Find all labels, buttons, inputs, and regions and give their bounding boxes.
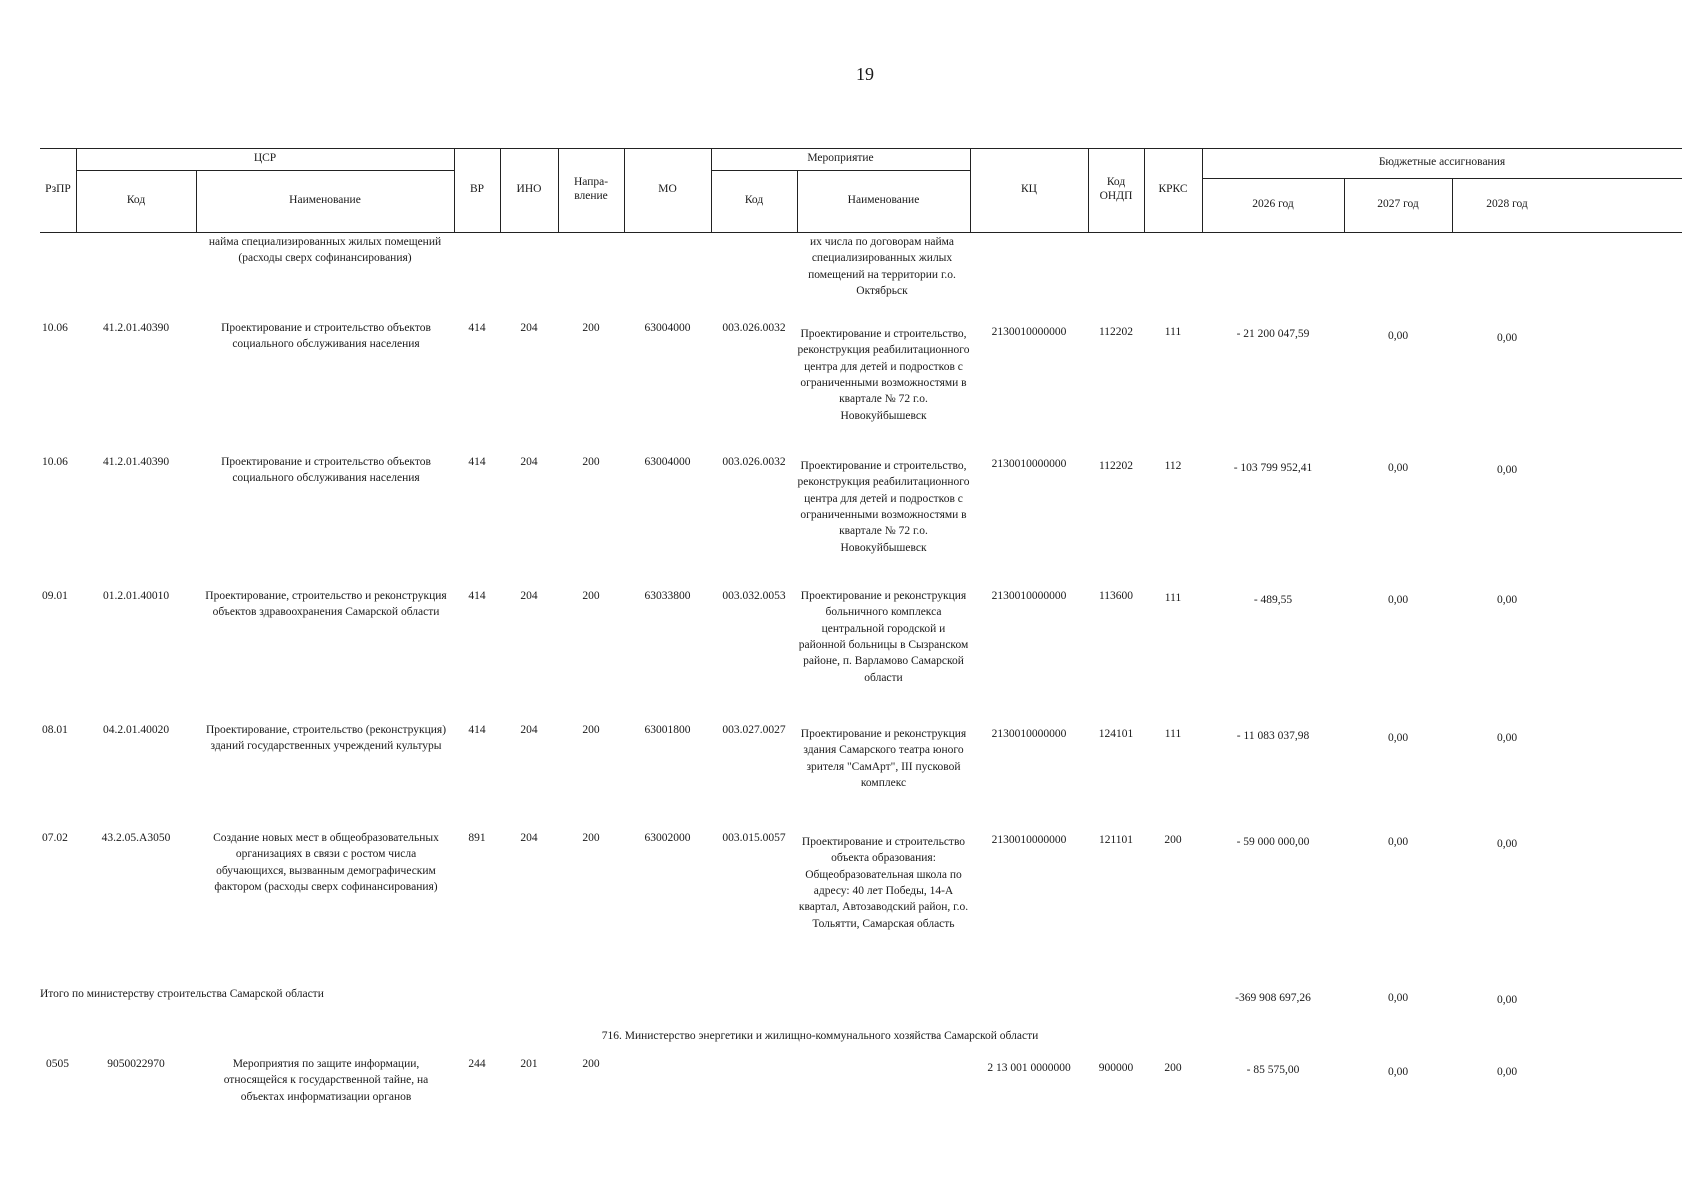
- section-title: 716. Министерство энергетики и жилищно-коммунального хозяйства Самарской области: [601, 1030, 1039, 1042]
- mo-cell: 63033800: [644, 590, 691, 602]
- amount-2027-cell: 0,00: [1387, 594, 1409, 606]
- vr-cell: 414: [468, 322, 486, 334]
- header-2027: 2027 год: [1377, 198, 1419, 211]
- direction-cell: 200: [582, 322, 600, 334]
- vr-cell: 244: [468, 1058, 486, 1070]
- amount-2028-cell: 0,00: [1496, 1066, 1518, 1078]
- kc-cell: 2130010000000: [991, 728, 1067, 740]
- csr-name-cell: Мероприятия по защите информации, относящейся к государственной тайне, на объектах информатизации органов: [223, 1058, 429, 1103]
- amount-2027-cell: 0,00: [1387, 330, 1409, 342]
- header-csr: ЦСР: [253, 152, 277, 165]
- header-event-code: Код: [744, 194, 764, 207]
- header-csr-code: Код: [126, 194, 146, 207]
- krks-cell: 111: [1164, 592, 1182, 604]
- krks-cell: 112: [1164, 460, 1182, 472]
- total-2028: 0,00: [1496, 994, 1518, 1006]
- mo-cell: 63002000: [644, 832, 691, 844]
- vr-cell: 414: [468, 724, 486, 736]
- event-name-cell: Проектирование и реконструкция больничного комплекса центральной городской и районной больницы в Сызранском районе, п. Варламово Самарской области: [798, 590, 969, 684]
- krks-cell: 200: [1164, 834, 1182, 846]
- kc-cell: 2130010000000: [991, 458, 1067, 470]
- amount-2026-cell: - 59 000 000,00: [1236, 836, 1310, 848]
- csr-code-cell: 43.2.05.А3050: [101, 832, 171, 844]
- event-code-cell: 003.027.0027: [722, 724, 786, 736]
- rzpr-cell: 09.01: [42, 590, 68, 602]
- header-kc: КЦ: [1021, 183, 1037, 196]
- rzpr-cell: 10.06: [42, 322, 68, 334]
- header-budget: Бюджетные ассигнования: [1378, 156, 1506, 169]
- krks-cell: 111: [1164, 728, 1182, 740]
- amount-2026-cell: - 85 575,00: [1246, 1064, 1300, 1076]
- amount-2027-cell: 0,00: [1387, 732, 1409, 744]
- amount-2028-cell: 0,00: [1496, 838, 1518, 850]
- amount-2028-cell: 0,00: [1496, 332, 1518, 344]
- direction-cell: 200: [582, 832, 600, 844]
- csr-name-cell: Проектирование, строительство и реконструкция объектов здравоохранения Самарской области: [205, 590, 447, 619]
- header-2026: 2026 год: [1252, 198, 1294, 211]
- kc-cell: 2130010000000: [991, 326, 1067, 338]
- event-name-cell: Проектирование и строительство, реконструкция реабилитационного центра для детей и подростков с ограниченными возможностями в квартале № 72 г.о. Новокуйбышевск: [797, 460, 970, 554]
- rzpr-cell: 0505: [46, 1058, 69, 1070]
- mo-cell: 63004000: [644, 456, 691, 468]
- amount-2026-cell: - 489,55: [1253, 594, 1293, 606]
- event-code-cell: 003.026.0032: [722, 456, 786, 468]
- header-mo: МО: [658, 183, 677, 196]
- ino-cell: 204: [520, 456, 538, 468]
- total-2027: 0,00: [1387, 992, 1409, 1004]
- amount-2026-cell: - 103 799 952,41: [1233, 462, 1313, 474]
- amount-2027-cell: 0,00: [1387, 462, 1409, 474]
- ondp-cell: 113600: [1098, 590, 1134, 602]
- mo-cell: 63004000: [644, 322, 691, 334]
- header-ondp: Код ОНДП: [1099, 176, 1133, 202]
- event-name-cell: Проектирование и строительство, реконструкция реабилитационного центра для детей и подростков с ограниченными возможностями в квартале № 72 г.о. Новокуйбышевск: [797, 328, 970, 422]
- kc-cell: 2130010000000: [991, 834, 1067, 846]
- direction-cell: 200: [582, 1058, 600, 1070]
- csr-name-cell: Проектирование, строительство (реконструкция) зданий государственных учреждений культуры: [205, 724, 447, 753]
- ondp-cell: 124101: [1098, 728, 1134, 740]
- csr-code-cell: 01.2.01.40010: [102, 590, 170, 602]
- event-code-cell: 003.032.0053: [722, 590, 786, 602]
- event-code-cell: 003.015.0057: [722, 832, 786, 844]
- csr-code-cell: 41.2.01.40390: [102, 322, 170, 334]
- vr-cell: 414: [468, 590, 486, 602]
- csr-code-cell: 41.2.01.40390: [102, 456, 170, 468]
- header-event-name: Наименование: [847, 194, 920, 207]
- amount-2028-cell: 0,00: [1496, 594, 1518, 606]
- amount-2026-cell: - 11 083 037,98: [1236, 730, 1310, 742]
- csr-name-cell: Проектирование и строительство объектов социального обслуживания населения: [221, 456, 431, 485]
- ino-cell: 204: [520, 590, 538, 602]
- ondp-cell: 112202: [1098, 326, 1134, 338]
- total-2026: -369 908 697,26: [1235, 992, 1311, 1004]
- total-label: Итого по министерству строительства Самарской области: [40, 988, 324, 1000]
- csr-name-cell: Проектирование и строительство объектов социального обслуживания населения: [221, 322, 431, 351]
- amount-2027-cell: 0,00: [1387, 1066, 1409, 1078]
- header-event: Мероприятие: [807, 152, 874, 165]
- amount-2027-cell: 0,00: [1387, 836, 1409, 848]
- vr-cell: 414: [468, 456, 486, 468]
- ondp-cell: 112202: [1098, 460, 1134, 472]
- krks-cell: 111: [1164, 326, 1182, 338]
- header-2028: 2028 год: [1486, 198, 1528, 211]
- ondp-cell: 900000: [1098, 1062, 1134, 1074]
- direction-cell: 200: [582, 590, 600, 602]
- continuation-event-name: их числа по договорам найма специализированных жилых помещений на территории г.о. Октябрьск: [808, 236, 956, 297]
- event-name-cell: Проектирование и строительство объекта образования: Общеобразовательная школа по адресу: 40 лет Победы, 14-А квартал, Автозаводский район, г.о. Тольятти, Самарская область: [798, 836, 969, 930]
- ino-cell: 204: [520, 832, 538, 844]
- continuation-csr-name: найма специализированных жилых помещений (расходы сверх софинансирования): [208, 236, 442, 265]
- rzpr-cell: 07.02: [42, 832, 68, 844]
- page-number: 19: [856, 64, 874, 84]
- csr-code-cell: 9050022970: [107, 1058, 165, 1070]
- kc-cell: 2130010000000: [991, 590, 1067, 602]
- amount-2028-cell: 0,00: [1496, 732, 1518, 744]
- krks-cell: 200: [1164, 1062, 1182, 1074]
- csr-code-cell: 04.2.01.40020: [102, 724, 170, 736]
- header-ino: ИНО: [516, 183, 542, 196]
- vr-cell: 891: [468, 832, 486, 844]
- rzpr-cell: 10.06: [42, 456, 68, 468]
- ino-cell: 204: [520, 322, 538, 334]
- event-code-cell: 003.026.0032: [722, 322, 786, 334]
- direction-cell: 200: [582, 456, 600, 468]
- header-vr: ВР: [469, 183, 485, 196]
- amount-2026-cell: - 21 200 047,59: [1236, 328, 1310, 340]
- header-direction: Напра-вление: [573, 176, 609, 202]
- csr-name-cell: Создание новых мест в общеобразовательных организациях в связи с ростом числа обучающихся, вызванным демографическим фактором (расходы сверх софинансирования): [213, 832, 439, 893]
- mo-cell: 63001800: [644, 724, 691, 736]
- event-name-cell: Проектирование и реконструкция здания Самарского театра юного зрителя "СамАрт", III пусковой комплекс: [800, 728, 967, 789]
- ino-cell: 201: [520, 1058, 538, 1070]
- kc-cell: 2 13 001 0000000: [987, 1062, 1071, 1074]
- header-csr-name: Наименование: [289, 194, 361, 207]
- header-rzpr: РзПР: [45, 183, 71, 196]
- amount-2028-cell: 0,00: [1496, 464, 1518, 476]
- direction-cell: 200: [582, 724, 600, 736]
- header-krks: КРКС: [1158, 183, 1188, 196]
- ondp-cell: 121101: [1098, 834, 1134, 846]
- rzpr-cell: 08.01: [42, 724, 68, 736]
- ino-cell: 204: [520, 724, 538, 736]
